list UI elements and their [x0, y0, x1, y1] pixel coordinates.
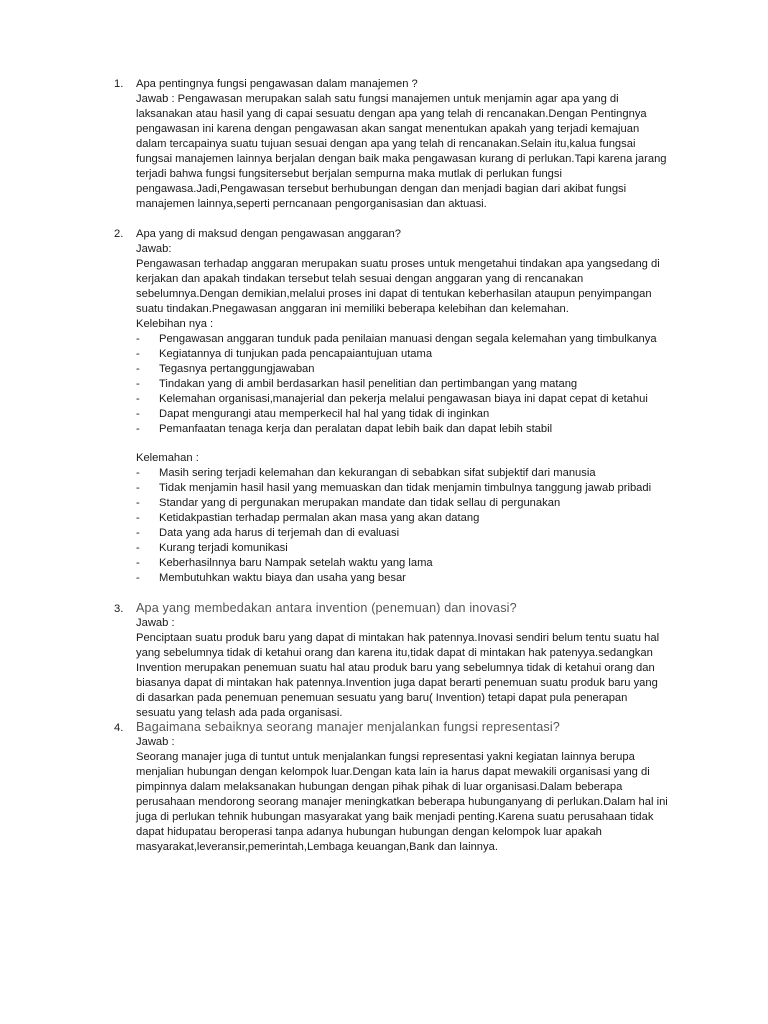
answer-label: Jawab: [136, 243, 172, 255]
answer-line: dalam tercapainya suatu tujuan sesuai dengan apa yang telah di rencanakan.Selain itu,kalua fungsai [136, 138, 636, 150]
list-item: - Pengawasan anggaran tunduk pada penilaian manuasi dengan segala kelemahan yang timbulkanya [136, 333, 657, 345]
question-body [136, 720, 696, 855]
bullet-dash: - [136, 408, 140, 420]
kelemahan-label: Kelemahan : [136, 452, 199, 464]
list-item: - Data yang ada harus di terjemah dan di evaluasi [136, 527, 400, 539]
answer-line: Jawab : Pengawasan merupakan salah satu fungsi manajemen untuk menjamin agar apa yang di [136, 93, 619, 105]
answer-line: sesuatu yang telash ada pada organisasi. [136, 707, 343, 719]
question-number: 2. [114, 228, 124, 240]
bullet-dash: - [136, 497, 140, 509]
answer-line: sebelumnya.Dengan demikian,melalui proses ini dapat di tentukan keberhasilan ataupun penyimpangan [136, 288, 652, 300]
list-item: - Kelemahan organisasi,manajerial dan pekerja melalui pengawasan biaya ini dapat cepat di ketahui [136, 393, 648, 405]
list-item: - Keberhasilnnya baru Nampak setelah waktu yang lama [136, 557, 433, 569]
answer-line: fungsai manajemen lainnya berjalan dengan baik maka pengawasan kurang di perlukan.Tapi karena jarang [136, 153, 667, 165]
answer-line: dapat hidupatau beroperasi tanpa adanya hubungan hubungan dengan kelompok luar apakah [136, 826, 602, 838]
bullet-dash: - [136, 512, 140, 524]
list-item: - Dapat mengurangi atau memperkecil hal hal yang tidak di inginkan [136, 408, 490, 420]
kelebihan-label: Kelebihan nya : [136, 318, 214, 330]
answer-line: yang sebelumnya tidak di ketahui orang dan karena itu,tidak dapat di mintakan hak patenyya.sedangkan [136, 647, 653, 659]
answer-line: terjadi bahwa fungsi fungsitersebut berjalan sempurna maka mutlak di perlukan fungsi [136, 168, 562, 180]
answer-line: Penciptaan suatu produk baru yang dapat di mintakan hak patennya.Inovasi sendiri belum tentu suatu hal [136, 632, 660, 644]
answer-line: perusahaan mendorong seorang manajer meningkatkan beberapa hubunganyang di perlukan.Dalam hal ini [136, 796, 668, 808]
bullet-dash: - [136, 423, 140, 435]
answer-line: pimpinnya dalam melaksanakan hubungan dengan pihak pihak di luar organisasi.Dalam beberapa [136, 781, 623, 793]
bullet-dash: - [136, 393, 140, 405]
list-item: - Ketidakpastian terhadap permalan akan masa yang akan datang [136, 512, 480, 524]
answer-label: Jawab : [136, 617, 175, 629]
bullet-dash: - [136, 572, 140, 584]
bullet-dash: - [136, 482, 140, 494]
question-body [136, 227, 696, 332]
question-title: Bagaimana sebaiknya seorang manajer menjalankan fungsi representasi? [136, 720, 560, 734]
bullet-dash: - [136, 467, 140, 479]
answer-line: biasanya dapat di mintakan hak patennya.Invention juga dapat berarti penemuan suatu produk baru yang [136, 677, 658, 689]
question-body [136, 601, 696, 721]
bullet-dash: - [136, 557, 140, 569]
list-item: - Kegiatannya di tunjukan pada pencapaiantujuan utama [136, 348, 433, 360]
answer-line: pengawasan ini karena dengan pengawasan akan sangat menentukan apakah yang terjadi kemajuan [136, 123, 640, 135]
list-item: - Tindakan yang di ambil berdasarkan hasil penelitian dan pertimbangan yang matang [136, 378, 578, 390]
answer-line: Pengawasan terhadap anggaran merupakan suatu proses untuk mengetahui tindakan apa yangsedang di [136, 258, 660, 270]
answer-line: manajemen lainnya,seperti perncanaan pengorganisasian dan aktuasi. [136, 198, 487, 210]
list-item: - Standar yang di pergunakan merupakan mandate dan tidak sellau di pergunakan [136, 497, 561, 509]
answer-line: juga di perlukan tehnik hubungan masyarakat yang baik menjadi penting.Karena suatu perusahaan tidak [136, 811, 654, 823]
answer-line: kerjakan dan apakah tindakan tersebut telah sesuai dengan anggaran yang di rencanakan [136, 273, 584, 285]
list-item: - Masih sering terjadi kelemahan dan kekurangan di sebabkan sifat subjektif dari manusia [136, 467, 596, 479]
bullet-dash: - [136, 333, 140, 345]
list-item: - Tegasnya pertanggungjawaban [136, 363, 315, 375]
answer-line: suatu tindakan.Pnegawasan anggaran ini memiliki beberapa kelebihan dan kelemahan. [136, 303, 569, 315]
bullet-dash: - [136, 542, 140, 554]
question-number: 1. [114, 78, 124, 90]
kelemahan-list [136, 466, 651, 586]
bullet-dash: - [136, 378, 140, 390]
answer-line: masyarakat,leveransir,pemerintah,Lembaga keuangan,Bank dan lainnya. [136, 841, 498, 853]
bullet-dash: - [136, 363, 140, 375]
question-title: Apa pentingnya fungsi pengawasan dalam manajemen ? [136, 78, 418, 90]
question-title: Apa yang di maksud dengan pengawasan anggaran? [136, 228, 401, 240]
list-item: - Kurang terjadi komunikasi [136, 542, 288, 554]
question-number: 3. [114, 603, 124, 615]
kelebihan-list [136, 332, 657, 437]
list-item: - Pemanfaatan tenaga kerja dan peralatan dapat lebih baik dan dapat lebih stabil [136, 423, 553, 435]
list-item: - Tidak menjamin hasil hasil yang memuaskan dan tidak menjamin timbulnya tanggung jawab pribadi [136, 482, 652, 494]
answer-label: Jawab : [136, 736, 175, 748]
answer-line: Invention merupakan penemuan suatu hal atau produk baru yang sebelumnya tidak di ketahui orang dan [136, 662, 655, 674]
answer-line: Seorang manajer juga di tuntut untuk menjalankan fungsi representasi yakni kegiatan lainnya berupa [136, 751, 635, 763]
question-body [136, 77, 696, 212]
bullet-dash: - [136, 527, 140, 539]
answer-line: pengawasa.Jadi,Pengawasan tersebut berhubungan dengan dan menjadi bagian dari akibat fungsi [136, 183, 627, 195]
answer-line: di dasarkan pada penemuan penemuan sesuatu yang baru( Invention) tetapi dapat pula penerapan [136, 692, 628, 704]
question-number: 4. [114, 722, 124, 734]
question-title: Apa yang membedakan antara invention (penemuan) dan inovasi? [136, 601, 517, 615]
list-item: - Membutuhkan waktu biaya dan usaha yang besar [136, 572, 406, 584]
answer-line: menjalian hubungan dengan kelompok luar.Dengan kata lain ia harus dapat mewakili organisasi yang di [136, 766, 650, 778]
answer-line: laksanakan atau hasil yang di capai sesuatu dengan apa yang telah di rencanakan.Dengan Pentingnya [136, 108, 647, 120]
bullet-dash: - [136, 348, 140, 360]
